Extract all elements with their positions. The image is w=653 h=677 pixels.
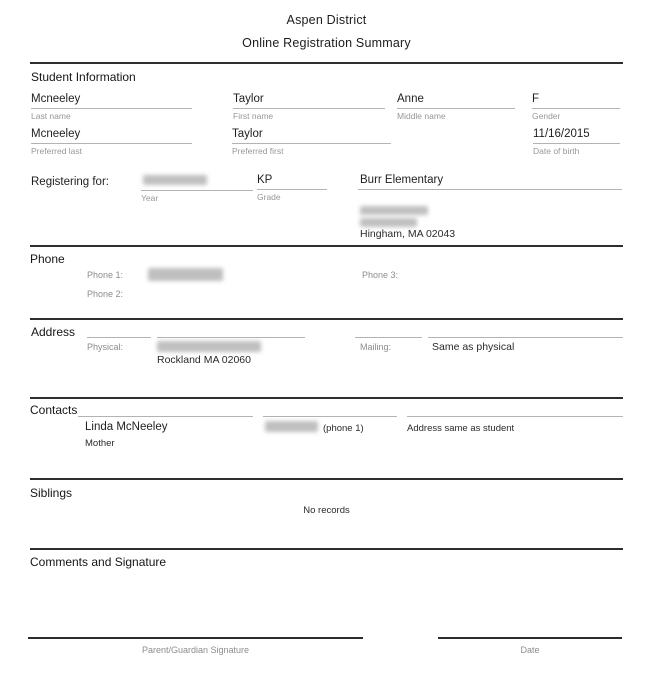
contact-name: Linda McNeeley — [85, 421, 168, 433]
date-of-birth-value: 11/16/2015 — [533, 128, 590, 140]
field-middle-name — [397, 93, 515, 121]
field-preferred-first — [232, 128, 391, 156]
contact-relationship: Mother — [85, 438, 115, 449]
last-name-label: Last name — [31, 111, 71, 121]
phone2-label: Phone 2: — [87, 289, 124, 299]
field-underline — [232, 143, 391, 144]
phone1-value-redacted — [148, 268, 223, 281]
field-underline — [78, 416, 253, 417]
year-label: Year — [141, 193, 159, 203]
first-name-label: First name — [233, 111, 274, 121]
school-address-line1-redacted — [360, 206, 428, 215]
section-divider — [30, 478, 623, 480]
first-name-value: Taylor — [233, 93, 264, 105]
field-underline — [141, 190, 253, 191]
field-last-name — [31, 93, 192, 121]
student-information-heading: Student Information — [31, 70, 136, 84]
contacts-heading: Contacts — [30, 403, 78, 417]
school-city-line: Hingham, MA 02043 — [360, 228, 456, 240]
section-divider — [30, 245, 623, 247]
contact-phone-redacted — [265, 421, 318, 432]
field-underline — [397, 108, 515, 109]
field-grade — [257, 174, 327, 202]
date-of-birth-label: Date of birth — [533, 146, 580, 156]
siblings-no-records-text: No records — [303, 505, 350, 516]
field-underline — [31, 108, 192, 109]
school-address-line2-redacted — [360, 218, 417, 227]
phone3-label: Phone 3: — [362, 270, 399, 280]
preferred-first-value: Taylor — [232, 128, 263, 140]
middle-name-value: Anne — [397, 93, 424, 105]
section-divider — [30, 397, 623, 399]
siblings-heading: Siblings — [30, 486, 73, 500]
address-heading: Address — [31, 325, 76, 339]
field-school — [358, 174, 622, 190]
date-signature-line — [438, 637, 622, 639]
field-underline — [257, 189, 327, 190]
field-underline — [355, 337, 422, 338]
contact-address-note: Address same as student — [407, 423, 515, 434]
field-preferred-last — [31, 128, 192, 156]
preferred-first-label: Preferred first — [232, 146, 284, 156]
field-gender — [532, 93, 620, 121]
middle-name-label: Middle name — [397, 111, 446, 121]
date-signature-label: Date — [520, 645, 540, 655]
field-first-name — [233, 93, 385, 121]
grade-label: Grade — [257, 192, 281, 202]
field-underline — [263, 416, 397, 417]
phone1-label: Phone 1: — [87, 270, 124, 280]
registering-for-label: Registering for: — [31, 176, 109, 188]
section-divider — [30, 548, 623, 550]
district-title: Aspen District — [286, 13, 367, 27]
year-value-redacted — [143, 175, 207, 185]
field-underline — [233, 108, 385, 109]
grade-value: KP — [257, 174, 273, 186]
parent-signature-line — [28, 637, 363, 639]
field-underline — [533, 143, 620, 144]
phone-heading: Phone — [30, 252, 65, 266]
physical-address-line1-redacted — [157, 341, 261, 352]
school-name-value: Burr Elementary — [360, 174, 444, 186]
contact-phone-note: (phone 1) — [323, 423, 364, 434]
physical-address-line2: Rockland MA 02060 — [157, 354, 251, 366]
document-subtitle: Online Registration Summary — [242, 36, 411, 50]
field-underline — [532, 108, 620, 109]
field-underline — [358, 189, 622, 190]
field-underline — [31, 143, 192, 144]
field-year — [141, 174, 253, 203]
parent-signature-label: Parent/Guardian Signature — [141, 645, 250, 655]
mailing-address-value: Same as physical — [432, 341, 515, 353]
last-name-value: Mcneeley — [31, 93, 81, 105]
field-underline — [428, 337, 623, 338]
gender-value: F — [532, 93, 540, 105]
mailing-address-label: Mailing: — [360, 342, 392, 352]
gender-label: Gender — [532, 111, 561, 121]
field-underline — [407, 416, 623, 417]
comments-heading: Comments and Signature — [30, 555, 167, 569]
physical-address-label: Physical: — [87, 342, 124, 352]
preferred-last-label: Preferred last — [31, 146, 83, 156]
field-date-of-birth — [533, 128, 620, 156]
field-underline — [87, 337, 151, 338]
section-divider — [30, 318, 623, 320]
preferred-last-value: Mcneeley — [31, 128, 81, 140]
field-underline — [157, 337, 305, 338]
section-divider — [30, 62, 623, 64]
